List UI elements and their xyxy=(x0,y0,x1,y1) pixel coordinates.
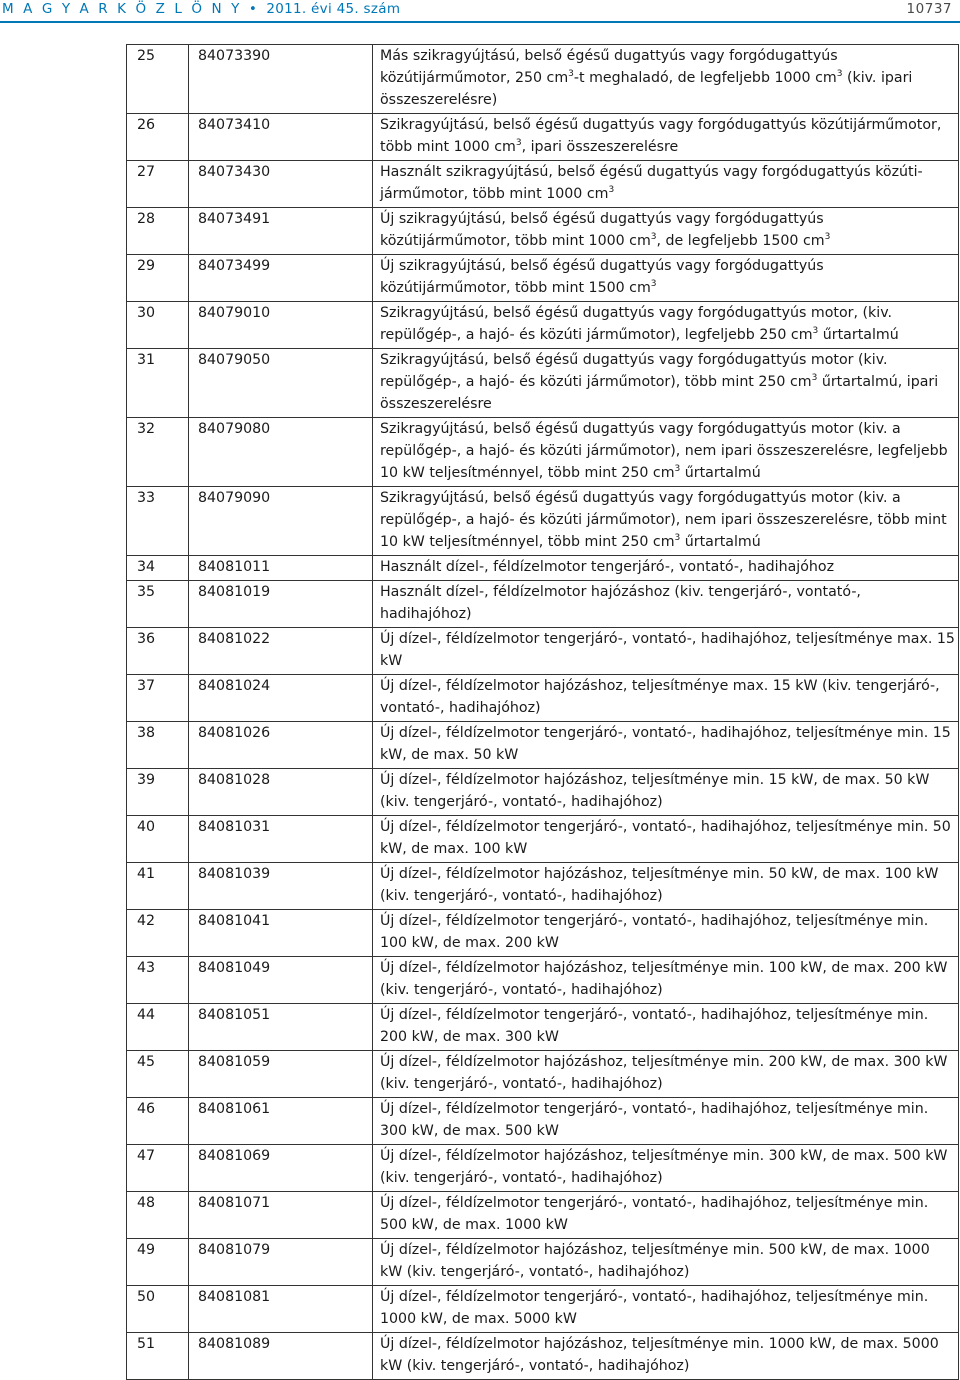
row-number: 27 xyxy=(127,161,189,208)
row-description: Új dízel-, féldízelmotor hajózáshoz, teljesítménye min. 1000 kW, de max. 5000 kW (kiv. tengerjáró-, vontató-, hadihajóhoz) xyxy=(373,1333,959,1380)
table-row xyxy=(127,675,959,722)
table-row xyxy=(127,910,959,957)
table-row xyxy=(127,302,959,349)
row-description: Új dízel-, féldízelmotor tengerjáró-, vontató-, hadihajóhoz, teljesítménye min. 1000 kW, de max. 5000 kW xyxy=(373,1286,959,1333)
row-code: 84073499 xyxy=(189,255,373,302)
row-number: 47 xyxy=(127,1145,189,1192)
table-row xyxy=(127,628,959,675)
row-number: 36 xyxy=(127,628,189,675)
row-code: 84081081 xyxy=(189,1286,373,1333)
row-number: 50 xyxy=(127,1286,189,1333)
row-number: 32 xyxy=(127,418,189,487)
row-description: Új dízel-, féldízelmotor hajózáshoz, teljesítménye min. 100 kW, de max. 200 kW (kiv. tengerjáró-, vontató-, hadihajóhoz) xyxy=(373,957,959,1004)
tariff-table-container xyxy=(126,44,958,1380)
row-description: Szikragyújtású, belső égésű dugattyús vagy forgódugattyús motor (kiv. repülőgép-, a hajó- és közúti járműmotor), több mint 250 $cm^3$ űrtartalmú, ipari összeszerelésre xyxy=(373,349,959,418)
row-code: 84081011 xyxy=(189,556,373,581)
row-number: 33 xyxy=(127,487,189,556)
row-number: 37 xyxy=(127,675,189,722)
table-row xyxy=(127,556,959,581)
row-number: 44 xyxy=(127,1004,189,1051)
row-description: Új dízel-, féldízelmotor tengerjáró-, vontató-, hadihajóhoz, teljesítménye min. 300 kW, de max. 500 kW xyxy=(373,1098,959,1145)
row-number: 51 xyxy=(127,1333,189,1380)
row-code: 84079080 xyxy=(189,418,373,487)
row-number: 38 xyxy=(127,722,189,769)
table-row xyxy=(127,1286,959,1333)
table-row xyxy=(127,1145,959,1192)
row-code: 84081069 xyxy=(189,1145,373,1192)
row-code: 84081041 xyxy=(189,910,373,957)
tariff-table xyxy=(126,44,959,1380)
table-row xyxy=(127,255,959,302)
row-number: 46 xyxy=(127,1098,189,1145)
row-description: Szikragyújtású, belső égésű dugattyús vagy forgódugattyús motor (kiv. a repülőgép-, a hajó- és közúti járműmotor), nem ipari összeszerelésre, legfeljebb 10 kW teljesítménnyel, több mint 250 $cm^3$ űrtartalmú xyxy=(373,418,959,487)
row-description: Új dízel-, féldízelmotor tengerjáró-, vontató-, hadihajóhoz, teljesítménye min. 50 kW, de max. 100 kW xyxy=(373,816,959,863)
row-code: 84079050 xyxy=(189,349,373,418)
table-row xyxy=(127,1192,959,1239)
row-code: 84081028 xyxy=(189,769,373,816)
row-number: 34 xyxy=(127,556,189,581)
row-code: 84081031 xyxy=(189,816,373,863)
row-number: 49 xyxy=(127,1239,189,1286)
table-body xyxy=(127,45,959,1380)
row-description: Új szikragyújtású, belső égésű dugattyús vagy forgódugattyús közútijárműmotor, több mint 1000 $cm^3$, de legfeljebb 1500 $cm^3$ xyxy=(373,208,959,255)
table-row xyxy=(127,45,959,114)
row-number: 31 xyxy=(127,349,189,418)
row-number: 39 xyxy=(127,769,189,816)
table-row xyxy=(127,863,959,910)
table-row xyxy=(127,487,959,556)
table-row xyxy=(127,722,959,769)
row-description: Új dízel-, féldízelmotor tengerjáró-, vontató-, hadihajóhoz, teljesítménye min. 500 kW, de max. 1000 kW xyxy=(373,1192,959,1239)
row-code: 84081089 xyxy=(189,1333,373,1380)
header-publication-line xyxy=(2,1,400,17)
row-description: Új dízel-, féldízelmotor tengerjáró-, vontató-, hadihajóhoz, teljesítménye min. 100 kW, de max. 200 kW xyxy=(373,910,959,957)
table-row xyxy=(127,816,959,863)
row-description: Használt dízel-, féldízelmotor hajózáshoz (kiv. tengerjáró-, vontató-, hadihajóhoz) xyxy=(373,581,959,628)
row-description: Új dízel-, féldízelmotor hajózáshoz, teljesítménye min. 200 kW, de max. 300 kW (kiv. tengerjáró-, vontató-, hadihajóhoz) xyxy=(373,1051,959,1098)
page-number: 10737 xyxy=(906,1,952,17)
row-description: Használt dízel-, féldízelmotor tengerjáró-, vontató-, hadihajóhoz xyxy=(373,556,959,581)
row-description: Használt szikragyújtású, belső égésű dugattyús vagy forgódugattyús közúti-járműmotor, több mint 1000 $cm^3$ xyxy=(373,161,959,208)
row-code: 84073410 xyxy=(189,114,373,161)
row-description: Szikragyújtású, belső égésű dugattyús vagy forgódugattyús motor (kiv. a repülőgép-, a hajó- és közúti járműmotor), nem ipari összeszerelésre, több mint 10 kW teljesítménnyel, több mint 250 $cm^3$ űrtartalmú xyxy=(373,487,959,556)
table-row xyxy=(127,1098,959,1145)
table-row xyxy=(127,114,959,161)
row-description: Új dízel-, féldízelmotor hajózáshoz, teljesítménye max. 15 kW (kiv. tengerjáró-, vontató-, hadihajóhoz) xyxy=(373,675,959,722)
row-code: 84081039 xyxy=(189,863,373,910)
header-bullet: • xyxy=(248,1,260,17)
row-code: 84079010 xyxy=(189,302,373,349)
row-description: Új dízel-, féldízelmotor tengerjáró-, vontató-, hadihajóhoz, teljesítménye min. 15 kW, de max. 50 kW xyxy=(373,722,959,769)
table-row xyxy=(127,418,959,487)
row-code: 84073390 xyxy=(189,45,373,114)
table-row xyxy=(127,769,959,816)
table-row xyxy=(127,581,959,628)
row-code: 84081022 xyxy=(189,628,373,675)
row-number: 25 xyxy=(127,45,189,114)
table-row xyxy=(127,1333,959,1380)
row-description: Új dízel-, féldízelmotor tengerjáró-, vontató-, hadihajóhoz, teljesítménye max. 15 kW xyxy=(373,628,959,675)
row-code: 84081071 xyxy=(189,1192,373,1239)
row-description: Új dízel-, féldízelmotor hajózáshoz, teljesítménye min. 15 kW, de max. 50 kW (kiv. tengerjáró-, vontató-, hadihajóhoz) xyxy=(373,769,959,816)
header-rule xyxy=(0,21,960,23)
row-code: 84079090 xyxy=(189,487,373,556)
table-row xyxy=(127,1051,959,1098)
row-number: 28 xyxy=(127,208,189,255)
row-description: Új dízel-, féldízelmotor hajózáshoz, teljesítménye min. 500 kW, de max. 1000 kW (kiv. tengerjáró-, vontató-, hadihajóhoz) xyxy=(373,1239,959,1286)
row-description: Új dízel-, féldízelmotor hajózáshoz, teljesítménye min. 300 kW, de max. 500 kW (kiv. tengerjáró-, vontató-, hadihajóhoz) xyxy=(373,1145,959,1192)
row-number: 43 xyxy=(127,957,189,1004)
table-row xyxy=(127,957,959,1004)
row-code: 84081049 xyxy=(189,957,373,1004)
row-description: Új dízel-, féldízelmotor hajózáshoz, teljesítménye min. 50 kW, de max. 100 kW (kiv. tengerjáró-, vontató-, hadihajóhoz) xyxy=(373,863,959,910)
row-code: 84081026 xyxy=(189,722,373,769)
table-row xyxy=(127,1004,959,1051)
row-code: 84081019 xyxy=(189,581,373,628)
table-row xyxy=(127,208,959,255)
row-code: 84081061 xyxy=(189,1098,373,1145)
row-number: 45 xyxy=(127,1051,189,1098)
row-code: 84081051 xyxy=(189,1004,373,1051)
row-number: 41 xyxy=(127,863,189,910)
row-code: 84073491 xyxy=(189,208,373,255)
row-code: 84081059 xyxy=(189,1051,373,1098)
row-description: Szikragyújtású, belső égésű dugattyús vagy forgódugattyús közútijárműmotor, több mint 1000 $cm^3$, ipari összeszerelésre xyxy=(373,114,959,161)
row-number: 42 xyxy=(127,910,189,957)
row-code: 84081079 xyxy=(189,1239,373,1286)
publication-title: M A G Y A R K Ö Z L Ö N Y xyxy=(2,1,242,17)
issue-label: 2011. évi 45. szám xyxy=(266,1,401,17)
page-header xyxy=(0,0,960,28)
row-description: Új dízel-, féldízelmotor tengerjáró-, vontató-, hadihajóhoz, teljesítménye min. 200 kW, de max. 300 kW xyxy=(373,1004,959,1051)
row-number: 48 xyxy=(127,1192,189,1239)
table-row xyxy=(127,161,959,208)
row-code: 84081024 xyxy=(189,675,373,722)
row-number: 40 xyxy=(127,816,189,863)
table-row xyxy=(127,1239,959,1286)
row-number: 26 xyxy=(127,114,189,161)
row-description: Más szikragyújtású, belső égésű dugattyús vagy forgódugattyús közútijárműmotor, 250 $cm^3-t$ meghaladó, de legfeljebb 1000 $cm^3$ (kiv. ipari összeszerelésre) xyxy=(373,45,959,114)
row-description: Új szikragyújtású, belső égésű dugattyús vagy forgódugattyús közútijárműmotor, több mint 1500 $cm^3$ xyxy=(373,255,959,302)
row-number: 30 xyxy=(127,302,189,349)
row-description: Szikragyújtású, belső égésű dugattyús vagy forgódugattyús motor, (kiv. repülőgép-, a hajó- és közúti járműmotor), legfeljebb 250 $cm^3$ űrtartalmú xyxy=(373,302,959,349)
row-code: 84073430 xyxy=(189,161,373,208)
row-number: 35 xyxy=(127,581,189,628)
table-row xyxy=(127,349,959,418)
row-number: 29 xyxy=(127,255,189,302)
